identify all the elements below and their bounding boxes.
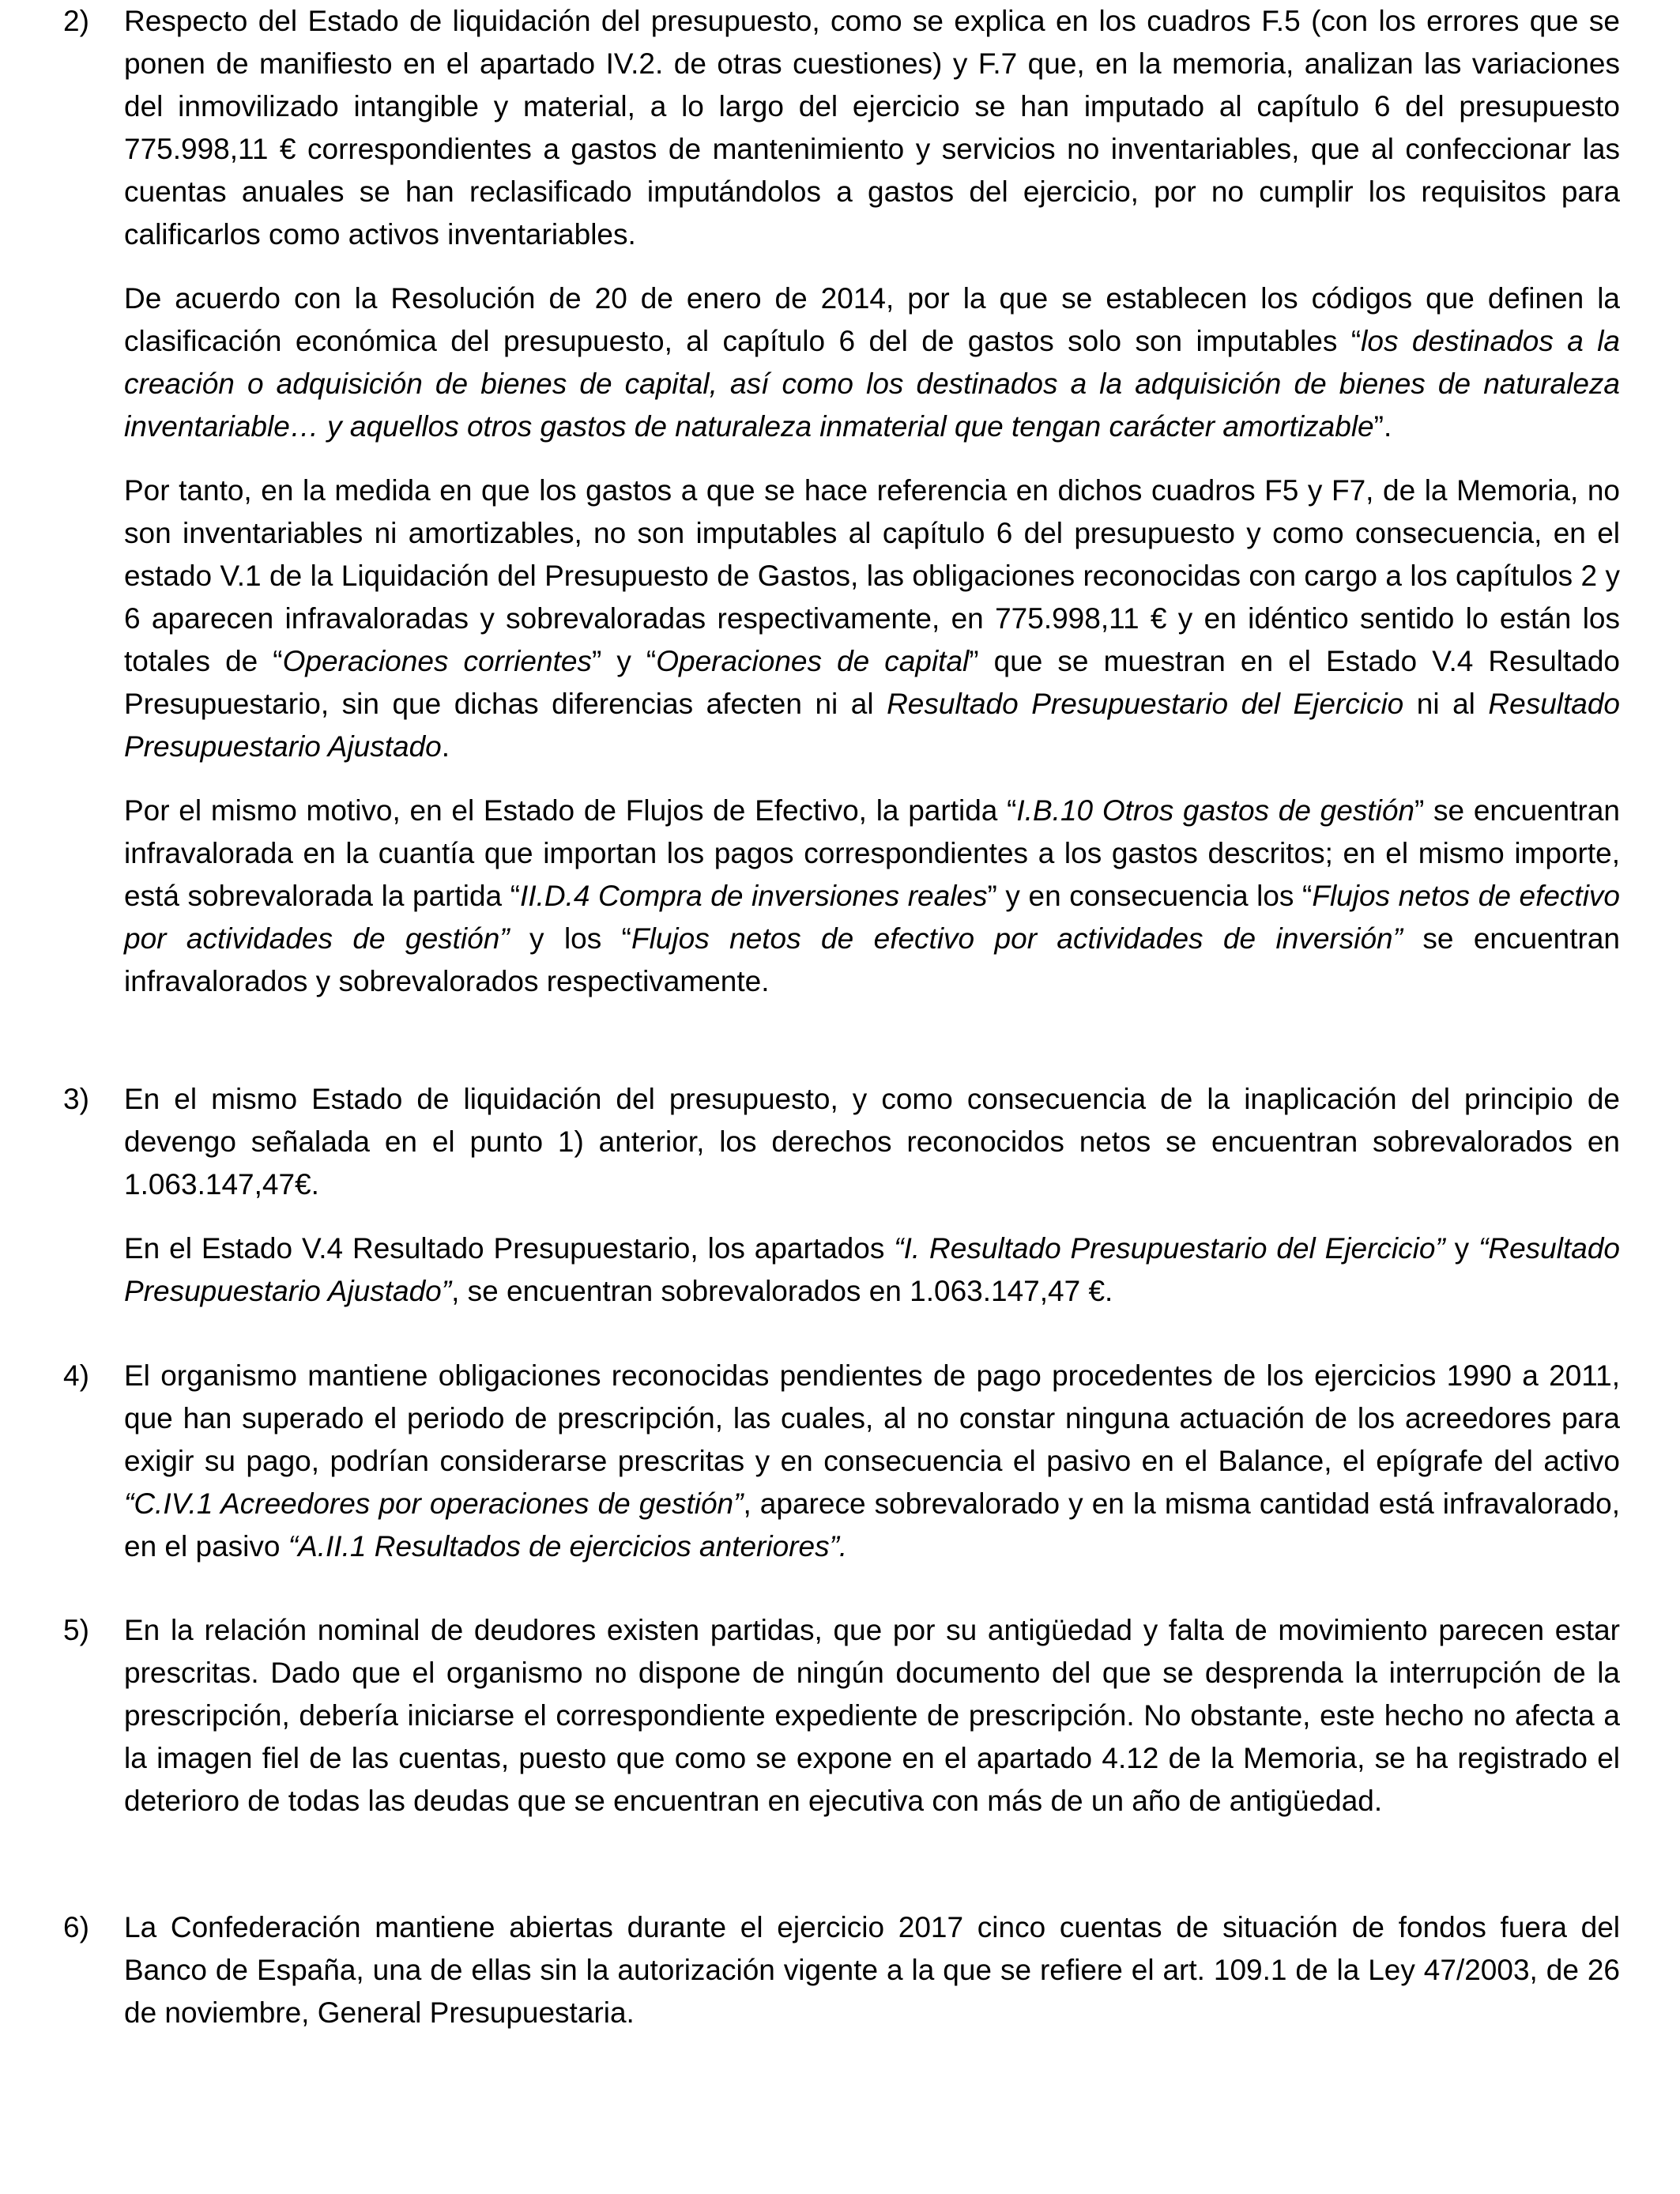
text-run: Por el mismo motivo, en el Estado de Flujos de Efectivo, la partida “ [124, 794, 1017, 827]
item-number: 3) [63, 1083, 89, 1115]
list-item-5 [63, 1609, 1620, 1823]
italic-text: Operaciones de capital [656, 645, 970, 677]
item-number: 2) [63, 5, 89, 37]
italic-text: “A.II.1 Resultados de ejercicios anteriores”. [288, 1530, 848, 1563]
item-body [124, 1355, 1620, 1568]
italic-text: I.B.10 Otros gastos de gestión [1016, 794, 1414, 827]
italic-text: “Resultado Presupuestario Ajustado” [124, 1232, 1620, 1307]
text-run: ” que se muestran en el Estado V.4 Resultado Presupuestario, sin que dichas diferencias afecten ni al [124, 645, 1621, 720]
text-run: . [441, 730, 450, 763]
text-run: y los “ [509, 922, 631, 955]
text-run: ni al [1403, 688, 1489, 720]
text-run: se encuentran infravalorados y sobrevalorados respectivamente. [124, 922, 1620, 997]
item-body [124, 1609, 1620, 1823]
item-number: 4) [63, 1359, 89, 1392]
item-body [124, 1078, 1620, 1313]
paragraph [124, 277, 1620, 448]
item-body [124, 0, 1620, 1003]
list-item-3 [63, 1078, 1620, 1313]
text-run: , aparece sobrevalorado y en la misma cantidad está infravalorado, en el pasivo [124, 1487, 1620, 1563]
text-run: Por tanto, en la medida en que los gastos a que se hace referencia en dichos cuadros F5 y F7, de la Memoria, no son inventariables ni amortizables, no son imputables al capítulo 6 del presupuesto y como consecuencia, en el estado V.1 de la Liquidación del Presupuesto de Gastos, las obligaciones reconocidas con cargo a los capítulos 2 y 6 aparecen infravaloradas y sobrevaloradas respectivamente, en 775.998,11 € y en idéntico sentido lo están los totales de “ [124, 474, 1620, 677]
paragraph [124, 1078, 1620, 1206]
paragraph [124, 790, 1620, 1003]
italic-text: “C.IV.1 Acreedores por operaciones de gestión” [124, 1487, 744, 1520]
list-item-4 [63, 1355, 1620, 1568]
text-run: En el Estado V.4 Resultado Presupuestario, los apartados [124, 1232, 895, 1265]
text-run: ”. [1373, 410, 1392, 443]
item-body [124, 1906, 1620, 2034]
paragraph [124, 1609, 1620, 1823]
paragraph [124, 1355, 1620, 1568]
italic-text: Resultado Presupuestario del Ejercicio [887, 688, 1404, 720]
paragraph [124, 469, 1620, 768]
text-run: En la relación nominal de deudores existen partidas, que por su antigüedad y falta de movimiento parecen estar prescritas. Dado que el organismo no dispone de ningún documento del que se desprenda la interrupción de la prescripción, debería iniciarse el correspondiente expediente de prescripción. No obstante, este hecho no afecta a la imagen fiel de las cuentas, puesto que como se expone en el apartado 4.12 de la Memoria, se ha registrado el deterioro de todas las deudas que se encuentran en ejecutiva con más de un año de antigüedad. [124, 1614, 1620, 1817]
paragraph [124, 1227, 1620, 1313]
paragraph [124, 1906, 1620, 2034]
text-run: ” y “ [591, 645, 657, 677]
text-run: , se encuentran sobrevalorados en 1.063.147,47 €. [451, 1275, 1113, 1307]
paragraph [124, 0, 1620, 256]
item-number: 5) [63, 1614, 89, 1646]
item-number: 6) [63, 1911, 89, 1943]
italic-text: Flujos netos de efectivo por actividades de gestión” [124, 880, 1620, 955]
text-run: El organismo mantiene obligaciones reconocidas pendientes de pago procedentes de los ejercicios 1990 a 2011, que han superado el periodo de prescripción, las cuales, al no constar ninguna actuación de los acreedores para exigir su pago, podrían considerarse prescritas y en consecuencia el pasivo en el Balance, el epígrafe del activo [124, 1359, 1620, 1477]
text-run: Respecto del Estado de liquidación del presupuesto, como se explica en los cuadros F.5 (con los errores que se ponen de manifiesto en el apartado IV.2. de otras cuestiones) y F.7 que, en la memoria, analizan las variaciones del inmovilizado intangible y material, a lo largo del ejercicio se han imputado al capítulo 6 del presupuesto 775.998,11 € correspondientes a gastos de mantenimiento y servicios no inventariables, que al confeccionar las cuentas anuales se han reclasificado imputándolos a gastos del ejercicio, por no cumplir los requisitos para calificarlos como activos inventariables. [124, 5, 1620, 251]
italic-text: Resultado Presupuestario Ajustado [124, 688, 1620, 763]
italic-text: los destinados a la creación o adquisición de bienes de capital, así como los destinados a la adquisición de bienes de naturaleza inventariable… y aquellos otros gastos de naturaleza inmaterial que tengan carácter amortizable [124, 325, 1620, 443]
text-run: ” y en consecuencia los “ [987, 880, 1313, 912]
list-item-2 [63, 0, 1620, 1003]
italic-text: II.D.4 Compra de inversiones reales [520, 880, 988, 912]
italic-text: “I. Resultado Presupuestario del Ejercicio” [894, 1232, 1445, 1265]
text-run: De acuerdo con la Resolución de 20 de enero de 2014, por la que se establecen los códigos que definen la clasificación económica del presupuesto, al capítulo 6 del de gastos solo son imputables “ [124, 282, 1620, 357]
text-run: La Confederación mantiene abiertas durante el ejercicio 2017 cinco cuentas de situación de fondos fuera del Banco de España, una de ellas sin la autorización vigente a la que se refiere el art. 109.1 de la Ley 47/2003, de 26 de noviembre, General Presupuestaria. [124, 1911, 1620, 2029]
text-run: En el mismo Estado de liquidación del presupuesto, y como consecuencia de la inaplicación del principio de devengo señalada en el punto 1) anterior, los derechos reconocidos netos se encuentran sobrevalorados en 1.063.147,47€. [124, 1083, 1620, 1201]
italic-text: Flujos netos de efectivo por actividades de inversión” [631, 922, 1403, 955]
italic-text: Operaciones corrientes [282, 645, 592, 677]
text-run: ” se encuentran infravalorada en la cuantía que importan los pagos correspondientes a los gastos descritos; en el mismo importe, está sobrevalorada la partida “ [124, 794, 1620, 912]
text-run: y [1445, 1232, 1479, 1265]
list-item-6 [63, 1906, 1620, 2034]
